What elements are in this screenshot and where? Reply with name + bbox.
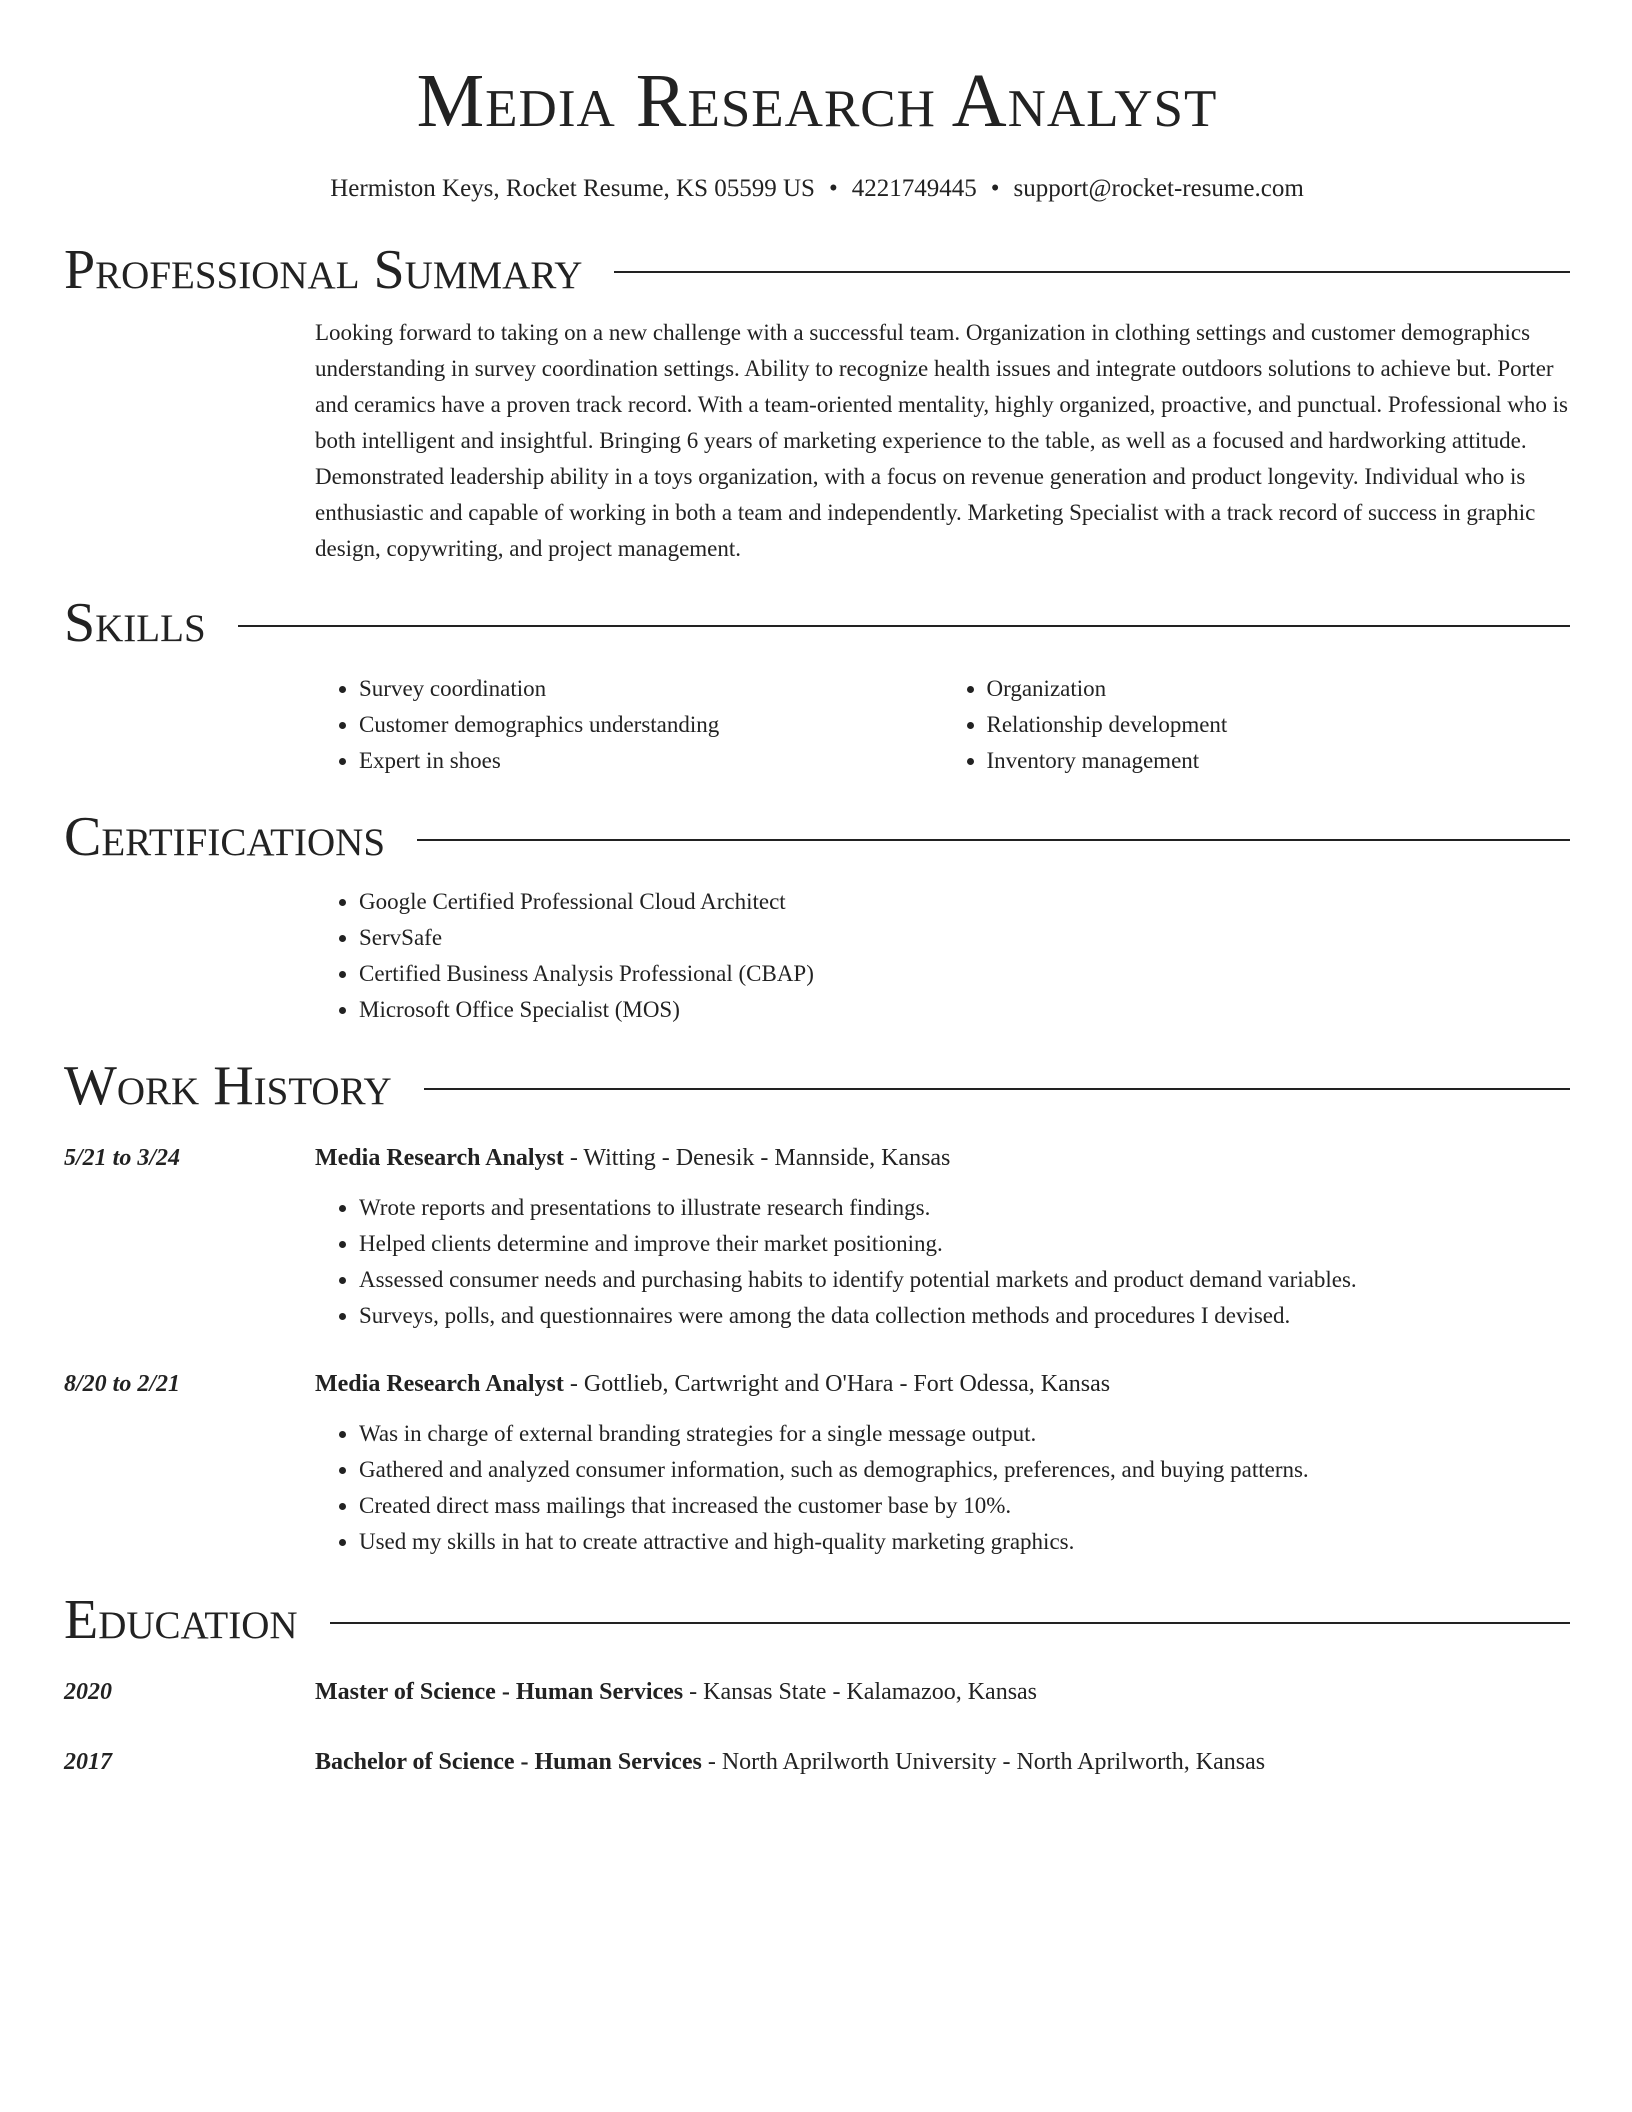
education-year: 2017: [64, 1748, 112, 1775]
education-degree: Bachelor of Science - Human Services: [315, 1748, 702, 1775]
certification-item: • ServSafe: [359, 920, 1570, 956]
contact-separator: •: [828, 174, 838, 202]
job-bullet-list: [315, 1190, 1570, 1334]
job-detail: [315, 1140, 1570, 1176]
skills-list-left: [315, 671, 943, 779]
skill-item: • Customer demographics understanding: [359, 707, 943, 743]
skill-item: • Expert in shoes: [359, 743, 943, 779]
skills-heading: Skills: [64, 592, 206, 655]
certification-item: • Google Certified Professional Cloud Architect: [359, 884, 1570, 920]
contact-line: [64, 174, 1570, 204]
education-degree: Master of Science - Human Services: [315, 1678, 684, 1705]
skills-list-right: [943, 671, 1571, 779]
job-bullet-list: [315, 1416, 1570, 1560]
education-heading: Education: [64, 1588, 298, 1651]
skill-item: • Relationship development: [987, 707, 1571, 743]
job-bullet: • Gathered and analyzed consumer information, such as demographics, preferences, and buying patterns.: [359, 1452, 1570, 1488]
job-bullets: [315, 1190, 1570, 1334]
contact-address: Hermiston Keys, Rocket Resume, KS 05599 US: [330, 174, 815, 202]
section-divider: [238, 625, 1570, 627]
skills-grid: [315, 671, 1570, 779]
resume-page: [64, 0, 1570, 1780]
contact-phone: 4221749445: [851, 174, 977, 202]
skill-item: • Inventory management: [987, 743, 1571, 779]
job-bullet: • Surveys, polls, and questionnaires were among the data collection methods and procedures I devised.: [359, 1298, 1570, 1334]
education-entry: [64, 1744, 1570, 1780]
education-school: - North Aprilworth University - North Aprilworth, Kansas: [701, 1748, 1266, 1775]
job-dates: 5/21 to 3/24: [64, 1144, 181, 1171]
certifications-body: [315, 884, 1570, 1028]
skill-item: • Organization: [987, 671, 1571, 707]
job-bullet: • Helped clients determine and improve their market positioning.: [359, 1226, 1570, 1262]
section-divider: [330, 1622, 1570, 1624]
job-entry: [64, 1366, 1570, 1402]
resume-name: Media Research Analyst: [416, 59, 1218, 143]
skills-section-header: [64, 593, 1570, 655]
summary-heading: Professional Summary: [64, 238, 583, 301]
skill-item: • Survey coordination: [359, 671, 943, 707]
education-detail: [315, 1744, 1570, 1780]
contact-separator: •: [990, 174, 1000, 202]
summary-text: Looking forward to taking on a new challenge with a successful team. Organization in clothing settings and customer demographics understanding in survey coordination settings. Ability to recognize health issues and integrate outdoors solutions to achieve but. Porter and ceramics have a proven track record. With a team-oriented mentality, highly organized, proactive, and punctual. Professional who is both intelligent and insightful. Bringing 6 years of marketing experience to the table, as well as a focused and hardworking attitude. Demonstrated leadership ability in a toys organization, with a focus on revenue generation and product longevity. Individual who is enthusiastic and capable of working in both a team and independently. Marketing Specialist with a track record of success in graphic design, copywriting, and project management.: [315, 320, 1568, 562]
job-detail: [315, 1366, 1570, 1402]
job-bullet: • Was in charge of external branding strategies for a single message output.: [359, 1416, 1570, 1452]
section-divider: [424, 1088, 1570, 1090]
job-bullets: [315, 1416, 1570, 1560]
summary-section-header: [64, 240, 1570, 302]
section-divider: [417, 839, 1570, 841]
job-bullet: • Assessed consumer needs and purchasing habits to identify potential markets and product demand variables.: [359, 1262, 1570, 1298]
contact-email: support@rocket-resume.com: [1013, 174, 1304, 202]
summary-body: [315, 315, 1570, 567]
job-bullet: • Wrote reports and presentations to illustrate research findings.: [359, 1190, 1570, 1226]
job-title: Media Research Analyst: [315, 1144, 564, 1171]
certifications-section-header: [64, 807, 1570, 869]
skills-body: [315, 671, 1570, 779]
job-bullet: • Created direct mass mailings that increased the customer base by 10%.: [359, 1488, 1570, 1524]
certifications-heading: Certifications: [64, 805, 386, 868]
work-section-header: [64, 1056, 1570, 1118]
job-entry: [64, 1140, 1570, 1176]
education-year: 2020: [64, 1678, 112, 1705]
work-heading: Work History: [64, 1055, 392, 1118]
job-title: Media Research Analyst: [315, 1370, 564, 1397]
certification-item: • Certified Business Analysis Professional (CBAP): [359, 956, 1570, 992]
job-employer: - Witting - Denesik - Mannside, Kansas: [563, 1144, 951, 1171]
job-bullet: • Used my skills in hat to create attractive and high-quality marketing graphics.: [359, 1524, 1570, 1560]
job-employer: - Gottlieb, Cartwright and O'Hara - Fort Odessa, Kansas: [563, 1370, 1111, 1397]
certification-item: • Microsoft Office Specialist (MOS): [359, 992, 1570, 1028]
education-section-header: [64, 1590, 1570, 1652]
education-entry: [64, 1674, 1570, 1710]
education-school: - Kansas State - Kalamazoo, Kansas: [683, 1678, 1038, 1705]
education-detail: [315, 1674, 1570, 1710]
certifications-list: [315, 884, 1570, 1028]
section-divider: [614, 271, 1570, 273]
job-dates: 8/20 to 2/21: [64, 1370, 181, 1397]
